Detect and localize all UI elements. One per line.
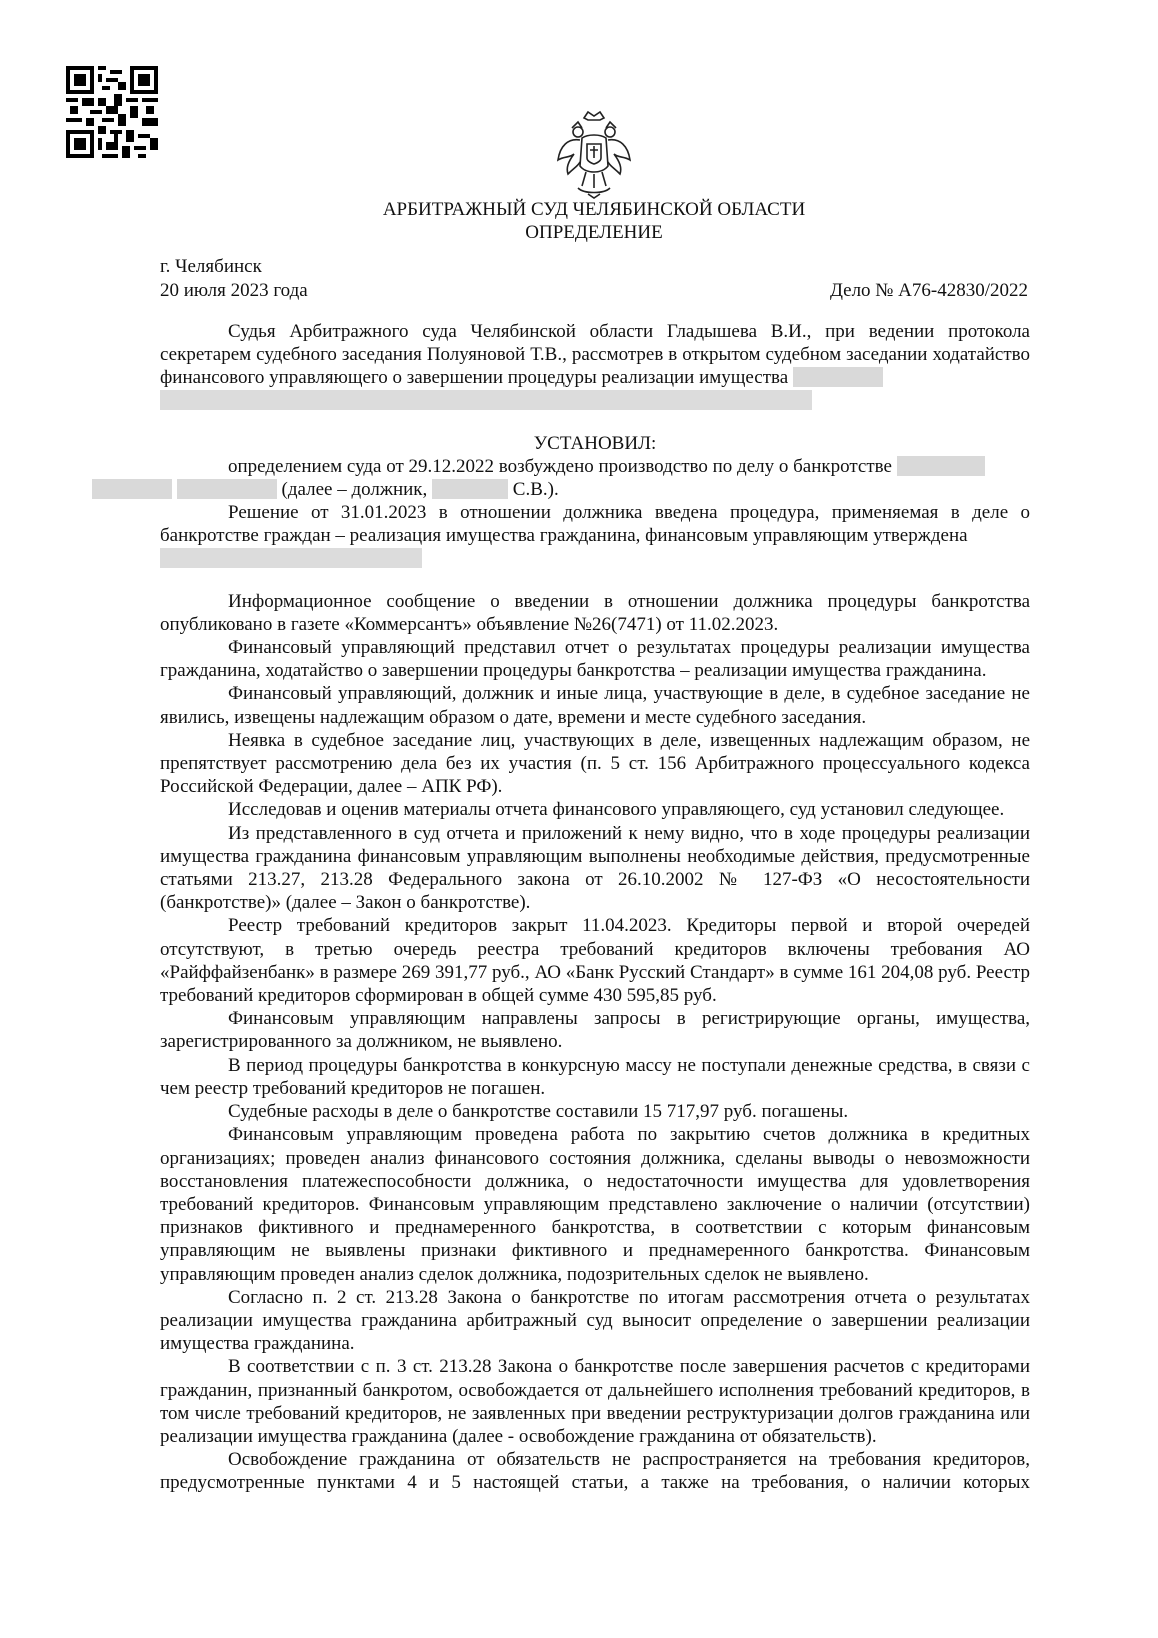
- paragraph: В период процедуры банкротства в конкурсную массу не поступали денежные средства, в связи с чем реестр требований кредиторов не погашен.: [160, 1054, 1030, 1099]
- city: г. Челябинск: [160, 256, 262, 277]
- section-heading: УСТАНОВИЛ:: [533, 432, 657, 454]
- paragraph: Согласно п. 2 ст. 213.28 Закона о банкротстве по итогам рассмотрения отчета о результатах реализации имущества гражданина арбитражный суд выносит определение о завершении реализации имущества гражданина.: [160, 1286, 1030, 1355]
- paragraph: Информационное сообщение о введении в отношении должника процедуры банкротства опубликовано в газете «Коммерсантъ» объявление №26(7471) от 11.02.2023.: [160, 590, 1030, 635]
- paragraph: Финансовым управляющим направлены запросы в регистрирующие органы, имущества, зарегистрированного за должником, не выявлено.: [160, 1008, 1030, 1053]
- document-date: 20 июля 2023 года: [160, 280, 308, 301]
- case-number: Дело № А76-42830/2022: [829, 280, 1028, 301]
- paragraph: Реестр требований кредиторов закрыт 11.04.2023. Кредиторы первой и второй очередей отсутствуют, в третью очередь реестра требований кредиторов включены требования АО «Райффайзенбанк» в размере 269 391,77 руб., АО «Банк Русский Стандарт» в сумме 161 204,08 руб. Реестр требований кредиторов сформирован в общей сумме 430 595,85 руб.: [160, 915, 1030, 1007]
- redaction: [160, 548, 422, 568]
- intro-text: Судья Арбитражного суда Челябинской области Гладышева В.И., при ведении протокола секретарем судебного заседания Полуяновой Т.В., рассмотрев в открытом судебном заседании ходатайство финансового управляющего о завершении процедуры реализации имущества: [160, 321, 1030, 389]
- document-body: [160, 320, 1030, 1495]
- redaction: [92, 479, 172, 499]
- redaction: [793, 367, 883, 387]
- court-name: АРБИТРАЖНЫЙ СУД ЧЕЛЯБИНСКОЙ ОБЛАСТИ: [382, 199, 806, 220]
- paragraph: Из представленного в суд отчета и приложений к нему видно, что в ходе процедуры реализации имущества гражданина финансовым управляющим выполнены необходимые действия, предусмотренные статьями 213.27, 213.28 Федерального закона от 26.10.2002 № 127-ФЗ «О несостоятельности (банкротстве)» (далее – Закон о банкротстве).: [160, 822, 1030, 914]
- paragraph: Судебные расходы в деле о банкротстве составили 15 717,97 руб. погашены.: [228, 1101, 849, 1123]
- qr-code-icon: [66, 66, 158, 158]
- coat-of-arms-icon: [554, 108, 634, 200]
- intro-paragraph: [160, 320, 1030, 390]
- redaction: [160, 390, 812, 410]
- document-type: ОПРЕДЕЛЕНИЕ: [525, 222, 663, 243]
- paragraph: Финансовый управляющий представил отчет о результатах процедуры реализации имущества гражданина, ходатайство о завершении процедуры банкротства – реализации имущества гражданина.: [160, 637, 1030, 682]
- redaction: [432, 479, 508, 499]
- redaction: [177, 479, 277, 499]
- paragraph: Финансовый управляющий, должник и иные лица, участвующие в деле, в судебное заседание не явились, извещены надлежащим образом о дате, времени и месте судебного заседания.: [160, 683, 1030, 728]
- paragraph: Исследовав и оценив материалы отчета финансового управляющего, суд установил следующее.: [228, 799, 1005, 821]
- paragraph: Освобождение гражданина от обязательств не распространяется на требования кредиторов, предусмотренные пунктами 4 и 5 настоящей статьи, а также на требования, о наличии которых: [160, 1449, 1030, 1494]
- redaction: [897, 456, 985, 476]
- paragraph: Решение от 31.01.2023 в отношении должника введена процедура, применяемая в деле о банкротстве граждан – реализация имущества гражданина, финансовым управляющим утверждена: [160, 502, 1030, 547]
- paragraph: определением суда от 29.12.2022 возбуждено производство по делу о банкротстве (далее – должник, С.В.).: [160, 455, 1030, 501]
- paragraph: Неявка в судебное заседание лиц, участвующих в деле, извещенных надлежащим образом, не препятствует рассмотрению дела без их участия (п. 5 ст. 156 Арбитражного процессуального кодекса Российской Федерации, далее – АПК РФ).: [160, 729, 1030, 798]
- paragraph: В соответствии с п. 3 ст. 213.28 Закона о банкротстве после завершения расчетов с кредиторами гражданин, признанный банкротом, освобождается от дальнейшего исполнения требований кредиторов, в том числе требований кредиторов, не заявленных при введении реструктуризации долгов гражданина или реализации имущества гражданина (далее - освобождение гражданина от обязательств).: [160, 1356, 1030, 1447]
- paragraph: Финансовым управляющим проведена работа по закрытию счетов должника в кредитных организациях; проведен анализ финансового состояния должника, сделаны выводы о невозможности восстановления платежеспособности должника, о недостаточности имущества для удовлетворения требований кредиторов. Финансовым управляющим представлено заключение о наличии (отсутствии) признаков фиктивного и преднамеренного банкротства, в соответствии с которым финансовым управляющим не выявлены признаки фиктивного и преднамеренного банкротства. Финансовым управляющим проведен анализ сделок должника, подозрительных сделок не выявлено.: [160, 1124, 1030, 1285]
